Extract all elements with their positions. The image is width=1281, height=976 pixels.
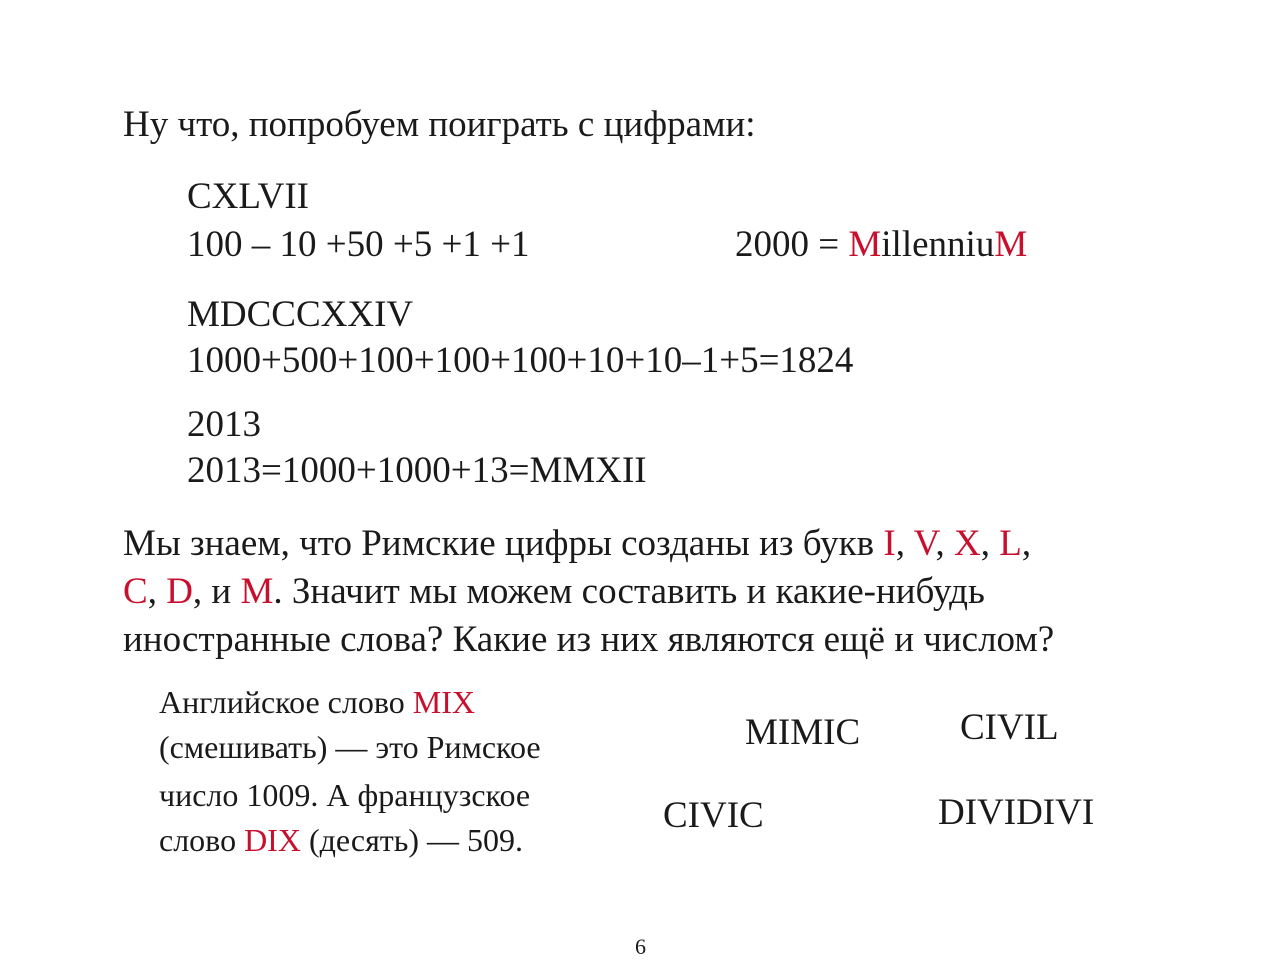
- paragraph-line-1: [123, 525, 1031, 562]
- letter-d: D: [166, 571, 193, 612]
- letter-i: I: [883, 523, 896, 564]
- word-mimic: MIMIC: [745, 712, 861, 753]
- letter-x: X: [954, 523, 981, 564]
- note-line-1: [159, 686, 475, 718]
- millennium-middle: illenniu: [881, 224, 995, 265]
- expression-example-1: 100 – 10 +50 +5 +1 +1: [187, 224, 530, 265]
- separator: , и: [192, 571, 241, 612]
- separator: ,: [980, 523, 1000, 564]
- intro-heading: Ну что, попробуем поиграть с цифрами:: [123, 104, 756, 145]
- letter-l: L: [999, 523, 1022, 564]
- paragraph-line-3: иностранные слова? Какие из них являются ещё и числом?: [123, 619, 1055, 660]
- word-dix: DIX: [244, 822, 301, 858]
- expression-example-2: 1000+500+100+100+100+10+10–1+5=1824: [187, 340, 854, 381]
- roman-numeral-example-1: CXLVII: [187, 176, 309, 217]
- note-line-2: (смешивать) — это Римское: [159, 729, 541, 765]
- paragraph-text: . Значит мы можем составить и какие-нибудь: [273, 571, 985, 612]
- note-line-4: [159, 824, 523, 856]
- separator: ,: [895, 523, 914, 564]
- note-text: слово: [159, 822, 245, 858]
- page-number: 6: [635, 934, 646, 959]
- note-line-3: число 1009. А французское: [159, 777, 531, 813]
- separator: ,: [935, 523, 955, 564]
- number-example-3: 2013: [187, 404, 261, 445]
- millennium-first-letter: M: [848, 224, 882, 265]
- millennium-last-letter: M: [994, 224, 1028, 265]
- note-text: (десять) — 509.: [300, 822, 524, 858]
- word-civil: CIVIL: [960, 707, 1059, 748]
- paragraph-text: Мы знаем, что Римские цифры созданы из букв: [123, 523, 884, 564]
- note-text: Английское слово: [159, 684, 413, 720]
- word-dividivi: DIVIDIVI: [938, 792, 1095, 833]
- word-civic: CIVIC: [663, 795, 764, 836]
- letter-c: C: [123, 571, 148, 612]
- word-mix: MIX: [412, 684, 475, 720]
- millennium-prefix: 2000 =: [735, 224, 849, 265]
- letter-v: V: [913, 523, 936, 564]
- letter-m: M: [240, 571, 274, 612]
- separator: ,: [1021, 523, 1032, 564]
- expression-example-3: 2013=1000+1000+13=MMXII: [187, 450, 647, 491]
- separator: ,: [147, 571, 167, 612]
- millennium-line: [735, 226, 1027, 263]
- paragraph-line-2: [123, 573, 985, 610]
- roman-numeral-example-2: MDCCCXXIV: [187, 294, 414, 335]
